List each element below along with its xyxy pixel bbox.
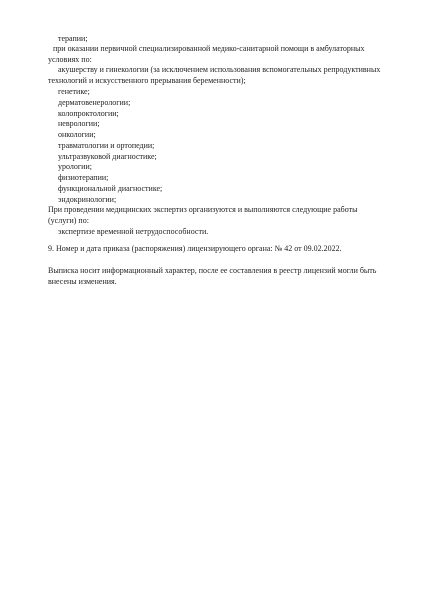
text-line: (услуги) по: — [48, 216, 89, 225]
text-line: при оказании первичной специализированной медико-санитарной помощи в амбулаторных — [53, 44, 365, 53]
text-line: экспертизе временной нетрудоспособности. — [58, 227, 209, 236]
text-line: физиотерапии; — [58, 173, 109, 182]
text-line: терапии; — [58, 34, 88, 43]
text-line: травматологии и ортопедии; — [58, 141, 155, 150]
text-line: При проведении медицинских экспертиз организуются и выполняются следующие работы — [48, 205, 358, 214]
note-line: Выписка носит информационный характер, после ее составления в реестр лицензий могли быть — [48, 266, 377, 275]
text-line: дерматовенерологии; — [58, 98, 131, 107]
note-line: внесены изменения. — [48, 277, 117, 286]
text-line: генетике; — [58, 87, 90, 96]
text-line: эндокринологии; — [58, 195, 117, 204]
section-9-line: 9. Номер и дата приказа (распоряжения) лицензирующего органа: № 42 от 09.02.2022. — [48, 244, 342, 253]
text-line: онкологии; — [58, 130, 96, 139]
text-line: урологии; — [58, 162, 92, 171]
text-line: функциональной диагностике; — [58, 184, 163, 193]
text-line: акушерству и гинекологии (за исключением использования вспомогательных репродуктивных — [58, 65, 381, 74]
text-line: технологий и искусственного прерывания беременности); — [48, 76, 246, 85]
text-line: ультразвуковой диагностике; — [58, 152, 157, 161]
text-line: условиях по: — [48, 55, 92, 64]
text-line: неврологии; — [58, 119, 100, 128]
text-line: колопроктологии; — [58, 109, 119, 118]
